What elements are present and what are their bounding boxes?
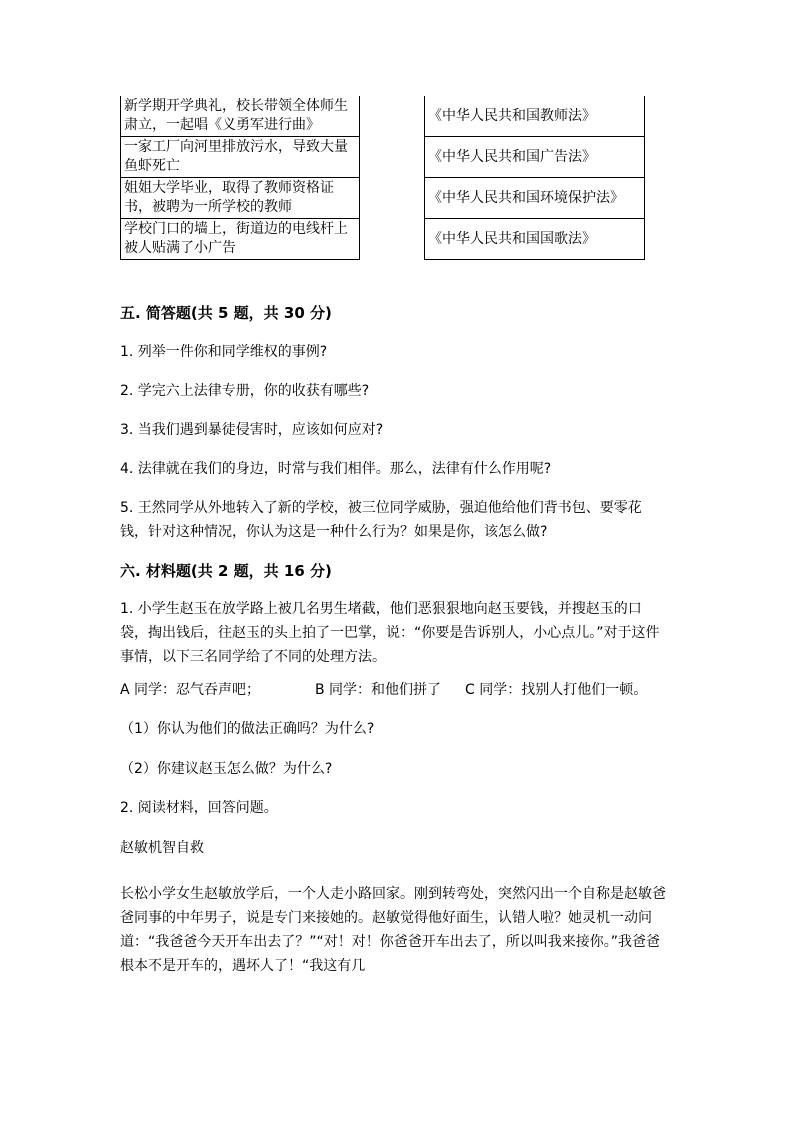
sub-question-2: （2）你建议赵玉怎么做？为什么? — [120, 761, 333, 777]
sub-question-1: （1）你认为他们的做法正确吗？为什么? — [120, 721, 375, 737]
question-item: 5. 王然同学从外地转入了新的学校，被三位同学威胁，强迫他给他们背书包、要零花钱，针对这种情况，你认为这是一种什么行为？如果是你，该怎么做? — [120, 500, 642, 540]
matching-right-text: 《中华人民共和国广告法》 — [428, 148, 596, 165]
option-c: C 同学：找别人打他们一顿。 — [465, 682, 648, 698]
story-title: 赵敏机智自救 — [120, 840, 204, 856]
material-question-2: 2. 阅读材料，回答问题。 — [120, 800, 278, 816]
matching-left-text: 一家工厂向河里排放污水，导致大量鱼虾死亡 — [124, 139, 348, 174]
matching-left-item — [121, 137, 359, 178]
material-question-1: 1. 小学生赵玉在放学路上被几名男生堵截，他们恶狠狠地向赵玉要钱，并搜赵玉的口袋，掏出钱后，往赵玉的头上拍了一巴掌，说：“你要是告诉别人，小心点儿。”对于这件事情，以下三名同学给了不同的处理方法。 — [120, 601, 660, 665]
section5-title: 五. 简答题(共 5 题，共 30 分) — [120, 304, 332, 322]
matching-right-text: 《中华人民共和国环境保护法》 — [428, 189, 624, 206]
matching-right-column — [424, 96, 645, 260]
option-a: A 同学：忍气吞声吧； — [120, 682, 261, 698]
matching-left-column — [120, 96, 360, 260]
question-item: 2. 学完六上法律专册，你的收获有哪些? — [120, 383, 370, 399]
section6-title: 六. 材料题(共 2 题，共 16 分) — [120, 562, 332, 580]
matching-left-item — [121, 178, 359, 219]
matching-right-text: 《中华人民共和国教师法》 — [428, 107, 596, 124]
matching-right-item — [425, 137, 644, 178]
matching-left-text: 学校门口的墙上，街道边的电线杆上被人贴满了小广告 — [124, 221, 348, 256]
matching-left-item — [121, 219, 359, 260]
question-item: 1. 列举一件你和同学维权的事例? — [120, 344, 328, 360]
option-b: B 同学：和他们拼了 — [315, 682, 442, 698]
matching-right-text: 《中华人民共和国国歌法》 — [428, 230, 596, 247]
matching-left-item — [121, 96, 359, 137]
options-row — [120, 678, 647, 702]
matching-right-item — [425, 178, 644, 219]
matching-left-text: 姐姐大学毕业，取得了教师资格证书，被聘为一所学校的教师 — [124, 180, 334, 215]
story-text: 长松小学女生赵敏放学后，一个人走小路回家。刚到转弯处，突然闪出一个自称是赵敏爸爸同事的中年男子，说是专门来接她的。赵敏觉得他好面生，认错人啦？她灵机一动问道：“我爸爸今天开车出去了？”“对！对！你爸爸开车出去了，所以叫我来接你。”我爸爸根本不是开车的，遇坏人了！“我这有几 — [120, 886, 666, 974]
question-item: 3. 当我们遇到暴徒侵害时，应该如何应对? — [120, 422, 384, 438]
matching-right-item — [425, 219, 644, 260]
matching-right-item — [425, 96, 644, 137]
question-item: 4. 法律就在我们的身边，时常与我们相伴。那么，法律有什么作用呢? — [120, 461, 552, 477]
matching-left-text: 新学期开学典礼，校长带领全体师生肃立，一起唱《义勇军进行曲》 — [124, 98, 348, 133]
